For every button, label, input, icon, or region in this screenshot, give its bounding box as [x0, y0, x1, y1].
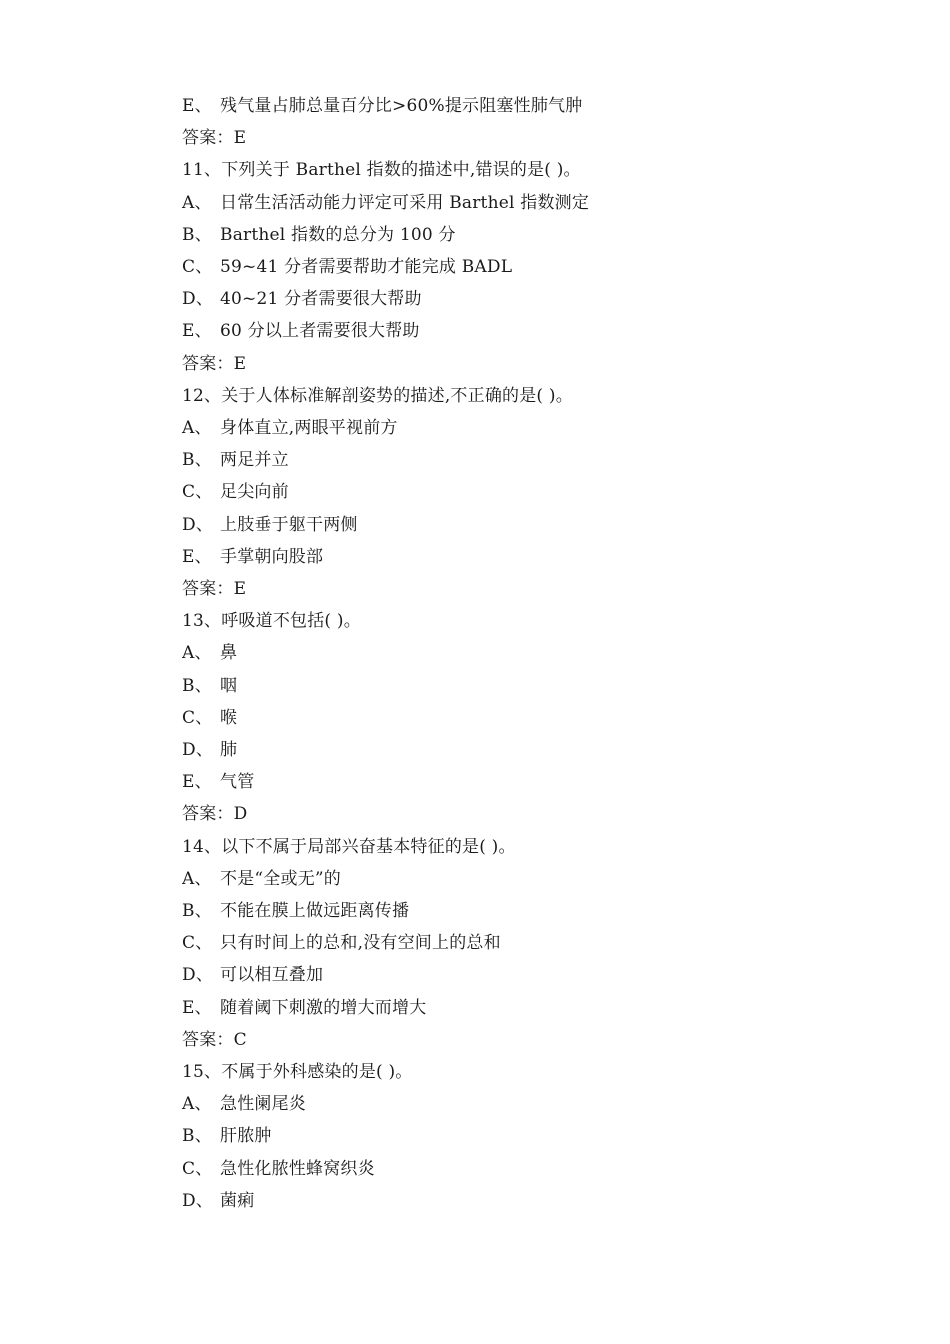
option-line [182, 315, 420, 347]
question-line: 12、关于人体标准解剖姿势的描述,不正确的是( )。 [182, 385, 573, 406]
option-letter: E、 [182, 321, 212, 342]
answer-line: 答案：E [182, 128, 247, 149]
option-line [182, 702, 237, 734]
option-text: 随着阈下刺激的增大而增大 [220, 997, 427, 1018]
option-text: 40~21 分者需要很大帮助 [220, 289, 422, 310]
option-letter: E、 [182, 772, 212, 793]
option-text: 两足并立 [220, 450, 289, 471]
option-letter: B、 [182, 675, 212, 696]
option-text: 喉 [220, 707, 238, 728]
option-text: 59~41 分者需要帮助才能完成 BADL [220, 257, 513, 277]
option-text: 残气量占肺总量百分比>60%提示阻塞性肺气肿 [220, 96, 583, 116]
option-line [182, 283, 422, 315]
option-letter: D、 [182, 289, 214, 310]
option-line [182, 895, 409, 927]
option-line [182, 1153, 375, 1185]
option-letter: E、 [182, 546, 212, 567]
option-letter: A、 [182, 1094, 212, 1115]
option-line [182, 992, 426, 1024]
option-text: 60 分以上者需要很大帮助 [220, 321, 420, 342]
option-letter: E、 [182, 997, 212, 1018]
question-line: 15、不属于外科感染的是( )。 [182, 1062, 413, 1082]
option-letter: B、 [182, 1126, 212, 1147]
option-text: 鼻 [220, 643, 238, 664]
option-line [182, 476, 289, 508]
option-letter: D、 [182, 965, 214, 986]
option-line [182, 1088, 306, 1120]
option-letter: E、 [182, 96, 212, 116]
option-line [182, 863, 341, 895]
option-line [182, 927, 501, 959]
option-text: 不能在膜上做远距离传播 [220, 901, 410, 921]
option-line [182, 90, 582, 122]
answer-line: 答案：E [182, 579, 247, 599]
option-line [182, 670, 237, 702]
option-text: 急性化脓性蜂窝织炎 [220, 1158, 375, 1179]
option-letter: C、 [182, 933, 213, 954]
option-line [182, 509, 358, 541]
option-letter: C、 [182, 482, 213, 503]
option-text: 菌痢 [220, 1190, 255, 1211]
option-letter: B、 [182, 450, 212, 471]
option-line [182, 412, 398, 444]
option-text: 可以相互叠加 [220, 965, 324, 986]
option-letter: B、 [182, 901, 212, 921]
option-letter: D、 [182, 514, 214, 535]
question-line: 13、呼吸道不包括( )。 [182, 611, 361, 632]
option-text: Barthel 指数的总分为 100 分 [220, 224, 456, 245]
option-line [182, 766, 254, 798]
option-line [182, 219, 456, 251]
option-letter: A、 [182, 418, 212, 438]
option-text: 只有时间上的总和,没有空间上的总和 [220, 933, 501, 954]
option-text: 咽 [220, 675, 238, 696]
option-line [182, 734, 237, 766]
answer-line: 答案：D [182, 804, 248, 825]
option-line [182, 1185, 254, 1217]
option-text: 上肢垂于躯干两侧 [220, 514, 358, 535]
option-text: 急性阑尾炎 [220, 1094, 306, 1115]
option-letter: A、 [182, 868, 212, 889]
answer-line: 答案：C [182, 1029, 247, 1050]
option-text: 气管 [220, 772, 255, 793]
option-text: 手掌朝向股部 [220, 546, 324, 567]
option-letter: A、 [182, 643, 212, 664]
question-line: 14、以下不属于局部兴奋基本特征的是( )。 [182, 836, 516, 857]
option-letter: C、 [182, 1158, 213, 1179]
option-text: 身体直立,两眼平视前方 [220, 418, 398, 438]
option-line [182, 444, 289, 476]
option-text: 不是“全或无”的 [220, 868, 341, 889]
option-text: 足尖向前 [220, 482, 289, 503]
option-letter: D、 [182, 1190, 214, 1211]
option-line [182, 637, 237, 669]
option-line [182, 541, 323, 573]
option-line [182, 187, 589, 219]
option-letter: B、 [182, 224, 212, 245]
option-letter: D、 [182, 740, 214, 760]
answer-line: 答案：E [182, 353, 247, 374]
option-line [182, 1120, 272, 1152]
option-letter: A、 [182, 192, 212, 213]
option-text: 日常生活活动能力评定可采用 Barthel 指数测定 [220, 192, 590, 213]
question-line: 11、下列关于 Barthel 指数的描述中,错误的是( )。 [182, 160, 581, 181]
option-line [182, 959, 323, 991]
option-text: 肺 [220, 740, 238, 760]
option-letter: C、 [182, 707, 213, 728]
option-letter: C、 [182, 257, 213, 277]
option-line [182, 251, 512, 283]
option-text: 肝脓肿 [220, 1126, 272, 1147]
